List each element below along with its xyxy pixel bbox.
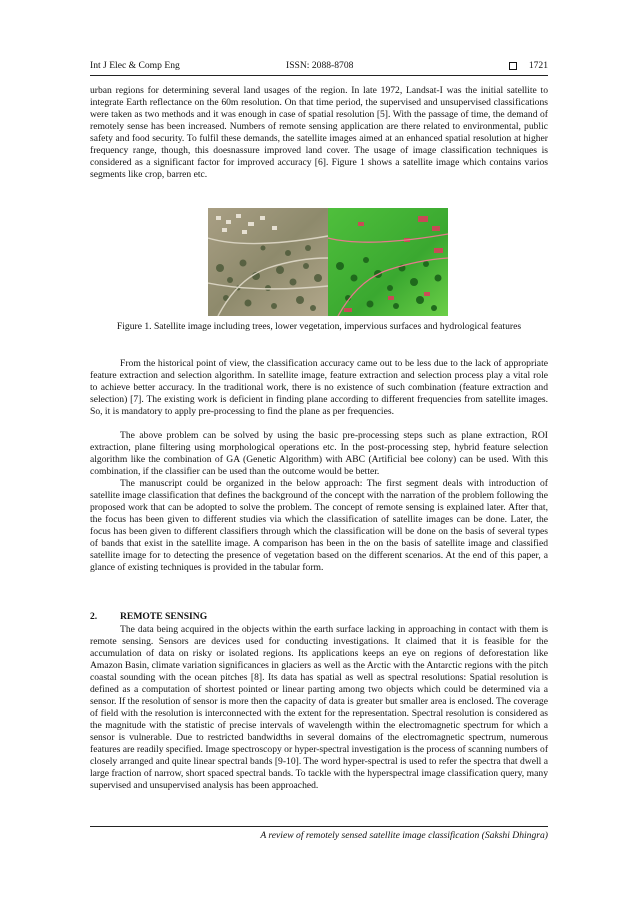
figure-caption: Figure 1. Satellite image including trees, lower vegetation, impervious surfaces and hydrological features: [116, 321, 522, 332]
footer-rule: [90, 826, 548, 827]
paragraph-1: urban regions for determining several land usages of the region. In late 1972, Landsat-I was the initial satellite to integrate Earth reflectance on the 60m resolution. On that time period, the supervised and unsupervised classifications were taken as two methods and it was enough in case of spatial resolution [5]. With the passage of time, the demand of remotely sense has been increased. Numbers of remote sensing application are there related to environmental, public safety and food security. To fulfil these demands, the satellite images aimed at an enhanced spatial resolution at higher frequency range, though, this doesnassure improved land cover. The usage of image classification techniques is considered as a significant factor for improved accuracy [6]. Figure 1 shows a satellite image which contains varios segments like crop, barren etc.: [90, 85, 548, 180]
figure-1-satellite-image: [208, 208, 448, 316]
header-rule: [90, 75, 548, 76]
paragraph-4: The manuscript could be organized in the below approach: The first segment deals with introduction of satellite image classification that defines the background of the concept with the narration of the problem following the proposed work that can be adopted to solve the problem. The concept of remote sensing is explained later. After that, the focus has been given to different studies via which the classification of satellite images can be done. Later, the focus has been given to different classifiers through which the classification will be done on the basis of several types of bands that exist in the satellite image. A comparison has been in the on the basis of satellite image and classified satellite image for to detecting the presence of vegetation based on the different scenarios. At the end of this paper, a glance of existing techniques is provided in the tabular form.: [90, 478, 548, 573]
running-footer: A review of remotely sensed satellite image classification (Sakshi Dhingra): [260, 830, 548, 841]
section-heading: [90, 611, 207, 623]
issn-label: ISSN: 2088-8708: [286, 60, 354, 71]
paragraph-3: The above problem can be solved by using the basic pre-processing steps such as plane extraction, ROI extraction, plane filtering using morphological operations etc. In the post-processing step, hybrid feature selection algorithm like the combination of GA (Genetic Algorithm) with ABC (Artificial bee colony) can be used. With this combination, if the classifier can be used than the outcome would be better.: [90, 430, 548, 477]
checkbox-icon: [509, 62, 517, 70]
satellite-image-graphic: [208, 208, 448, 316]
paragraph-5: The data being acquired in the objects within the earth surface lacking in approaching in contact with them is remote sensing. Sensors are devices used for conducting investigations. It claimed that it is feasible for the accumulation of data on risky or isolated regions. Its applications keeps an eye on regions of deforestation like Amazon Basin, climate variation significances in glaciers as well as the Arctic with the Antarctic regions with the pitch coastal sounding with the ocean pitches [8]. Its data has spatial as well as spectral resolutions: Spatial resolution is defined as a computation of shortest pointed or linear parting among two objects which could be determined via a sensor. If the resolution of sensor is more then the capacity of data is greater but smaller area is enclosed. The coverage of field with the resolution is interconnected with the extent for the representation. Spectral resolution is considered as the magnitude with the statistic of precise intervals of wavelength within the electromagnetic spectrum for which a sensor is vulnerable. Due to restricted bandwidths in several domains of the electromagnetic spectrum, numerous features are readily specified. Image spectroscopy or hyper-spectral investigation is the process of scanning numbers of closely arranged and quite linear spectral bands [9-10]. The word hyper-spectral is used to refer the spectra that dwell a large fraction of narrow, short spaced spectral bands. To tackle with the hyperspectral image classification query, many supervised and unsupervised analysis has been approached.: [90, 624, 549, 791]
section-number: 2.: [90, 611, 98, 622]
page-number: 1721: [528, 60, 548, 71]
journal-name: Int J Elec & Comp Eng: [90, 60, 180, 71]
paragraph-2: From the historical point of view, the classification accuracy came out to be less due to the lack of appropriate feature extraction and selection algorithm. In satellite image, feature extraction and selection process play a vital role to achieve better accuracy. In the traditional work, there is no existence of such combination (feature extraction and selection) [7]. The existing work is deficient in finding plane according to different frequencies from satellite images. So, it is mandatory to apply pre-processing to find the plane as per frequencies.: [90, 358, 548, 417]
running-header: [90, 58, 548, 74]
section-title: REMOTE SENSING: [120, 611, 208, 622]
